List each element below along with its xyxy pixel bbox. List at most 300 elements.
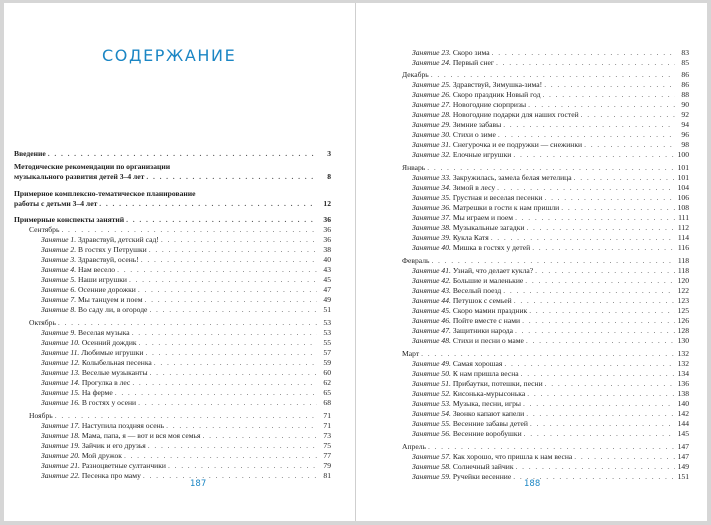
lesson-title: В гостях у осени: [81, 398, 137, 407]
lesson-label: Занятие 38.: [412, 223, 451, 232]
entry-title: [412, 462, 514, 471]
lesson-label: Занятие 3.: [41, 255, 77, 264]
entry-title: [41, 295, 143, 304]
dot-leader: [202, 431, 317, 440]
entry-page-number: 128: [677, 326, 689, 335]
entry-title: [41, 378, 130, 387]
toc-lesson: [412, 286, 689, 295]
lesson-label: Занятие 2.: [41, 245, 77, 254]
toc-lesson: [412, 399, 689, 408]
toc-lesson: [412, 110, 689, 119]
lesson-label: Занятие 18.: [41, 431, 80, 440]
toc-lesson: [41, 328, 331, 337]
dot-leader: [168, 461, 317, 470]
dot-leader: [146, 172, 317, 181]
lesson-title: Скоро праздник Новый год: [452, 90, 541, 99]
lesson-label: Занятие 37.: [412, 213, 451, 222]
entry-title: Январь: [402, 163, 426, 172]
entry-title: Апрель: [402, 442, 426, 451]
entry-title: [412, 90, 540, 99]
entry-page-number: 49: [323, 295, 331, 304]
dot-leader: [503, 120, 675, 129]
entry-title: [412, 419, 528, 428]
lesson-title: Стихи о зиме: [452, 130, 496, 139]
entry-page-number: 86: [681, 80, 689, 89]
entry-title: Введение: [14, 149, 46, 158]
lesson-title: Солнечный зайчик: [452, 462, 514, 471]
toc-lesson: [412, 336, 689, 345]
dot-leader: [529, 306, 675, 315]
dot-leader: [498, 130, 675, 139]
lesson-label: Занятие 28.: [412, 110, 451, 119]
lesson-label: Занятие 53.: [412, 399, 451, 408]
lesson-label: Занятие 33.: [412, 173, 451, 182]
entry-title: Март: [402, 349, 420, 358]
lesson-title: Разноцветные султанчики: [81, 461, 166, 470]
toc-month: [29, 411, 331, 420]
lesson-label: Занятие 41.: [412, 266, 451, 275]
entry-title: [412, 379, 543, 388]
entry-page-number: 75: [323, 441, 331, 450]
lesson-label: Занятие 52.: [412, 389, 451, 398]
lesson-title: Любимые игрушки: [81, 348, 144, 357]
toc-lesson: [412, 316, 689, 325]
lesson-label: Занятие 10.: [41, 338, 80, 347]
dot-leader: [143, 471, 317, 480]
dot-leader: [58, 318, 317, 327]
page-number-right: 188: [524, 479, 541, 489]
lesson-title: Мой дружок: [81, 451, 122, 460]
lesson-label: Занятие 14.: [41, 378, 80, 387]
entry-page-number: 47: [323, 285, 331, 294]
lesson-label: Занятие 59.: [412, 472, 451, 481]
dot-leader: [149, 245, 317, 254]
entry-title-line1: Примерное комплексно-тематическое планирование: [14, 189, 196, 198]
entry-title: [41, 388, 113, 397]
toc-lesson: [412, 100, 689, 109]
entry-title: [41, 421, 164, 430]
lesson-label: Занятие 6.: [41, 285, 77, 294]
lesson-title: Зимой в лесу: [452, 183, 496, 192]
toc-entry-multiline: [14, 189, 196, 199]
toc-lesson: [412, 140, 689, 149]
entry-page-number: 83: [681, 48, 689, 57]
entry-title-line1: Методические рекомендации по организации: [14, 162, 171, 171]
toc-lesson: [412, 80, 689, 89]
toc-lesson: [412, 58, 689, 67]
entry-page-number: 90: [681, 100, 689, 109]
lesson-title: Мишка в гостях у детей: [452, 243, 531, 252]
toc-lesson: [41, 451, 331, 460]
lesson-label: Занятие 43.: [412, 286, 451, 295]
entry-title: [412, 150, 511, 159]
entry-title: [41, 285, 136, 294]
dot-leader: [428, 442, 675, 451]
toc-lesson: [41, 461, 331, 470]
dot-leader: [431, 70, 675, 79]
entry-page-number: 144: [677, 419, 689, 428]
toc-lesson: [41, 245, 331, 254]
lesson-title: Зимние забавы: [452, 120, 502, 129]
dot-leader: [141, 255, 317, 264]
dot-leader: [421, 349, 675, 358]
entry-page-number: 108: [677, 203, 689, 212]
toc-lesson: [41, 388, 331, 397]
dot-leader: [532, 243, 675, 252]
lesson-title: Здравствуй, детский сад!: [78, 235, 159, 244]
entry-page-number: 142: [677, 409, 689, 418]
toc-lesson: [41, 358, 331, 367]
lesson-title: Защитники народа: [452, 326, 514, 335]
dot-leader: [48, 149, 317, 158]
toc-lesson: [41, 398, 331, 407]
entry-page-number: 92: [681, 110, 689, 119]
lesson-title: Нам весело: [78, 265, 116, 274]
entry-page-number: 98: [681, 140, 689, 149]
dot-leader: [530, 419, 675, 428]
lesson-title: Снегурочка и ее подружки — снежинки: [452, 140, 583, 149]
toc-lesson: [412, 369, 689, 378]
entry-title: [412, 130, 496, 139]
toc-lesson: [41, 305, 331, 314]
entry-title: [412, 58, 494, 67]
toc-lesson: [412, 276, 689, 285]
entry-title: [412, 409, 524, 418]
dot-leader: [145, 348, 317, 357]
lesson-title: Зайчик и его друзья: [81, 441, 146, 450]
entry-title: [41, 305, 147, 314]
entry-page-number: 53: [323, 318, 331, 327]
lesson-title: Музыка, песни, игры: [452, 399, 522, 408]
lesson-label: Занятие 15.: [41, 388, 80, 397]
dot-leader: [139, 338, 317, 347]
entry-title: [41, 451, 122, 460]
dot-leader: [561, 203, 675, 212]
page-left: [4, 3, 355, 521]
dot-leader: [99, 199, 317, 208]
entry-page-number: 8: [327, 171, 331, 181]
entry-page-number: 118: [677, 266, 689, 275]
entry-title: [41, 398, 136, 407]
toc-lesson: [41, 235, 331, 244]
entry-page-number: 45: [323, 275, 331, 284]
lesson-label: Занятие 51.: [412, 379, 451, 388]
toc-lesson: [412, 193, 689, 202]
lesson-label: Занятие 4.: [41, 265, 77, 274]
toc-month: [402, 349, 689, 358]
toc-lesson: [41, 378, 331, 387]
entry-page-number: 51: [323, 305, 331, 314]
lesson-label: Занятие 32.: [412, 150, 451, 159]
toc-entry-line2: [14, 199, 331, 208]
lesson-label: Занятие 36.: [412, 203, 451, 212]
toc-lesson: [412, 429, 689, 438]
dot-leader: [545, 379, 675, 388]
lesson-label: Занятие 23.: [412, 48, 451, 57]
entry-page-number: 88: [681, 90, 689, 99]
lesson-title: Мы играем и поем: [452, 213, 514, 222]
lesson-title: В гостях у Петрушки: [78, 245, 147, 254]
lesson-title: Новогодние подарки для наших гостей: [452, 110, 579, 119]
entry-title: музыкального развития детей 3–4 лет: [14, 171, 145, 181]
lesson-title: Большие и маленькие: [452, 276, 524, 285]
entry-title: [41, 348, 143, 357]
lesson-label: Занятие 44.: [412, 296, 451, 305]
lesson-title: Стихи и песни о маме: [452, 336, 524, 345]
entry-page-number: 122: [677, 286, 689, 295]
entry-page-number: 71: [323, 411, 331, 420]
page-title: СОДЕРЖАНИЕ: [102, 46, 237, 65]
dot-leader: [427, 163, 675, 172]
lesson-title: Прогулка в лес: [81, 378, 131, 387]
lesson-title: Узнай, что делает кукла?: [452, 266, 534, 275]
toc-lesson: [412, 223, 689, 232]
entry-title: [412, 276, 523, 285]
entry-page-number: 77: [323, 451, 331, 460]
dot-leader: [516, 462, 675, 471]
entry-page-number: 116: [677, 243, 689, 252]
toc-lesson: [412, 173, 689, 182]
entry-page-number: 145: [677, 429, 689, 438]
lesson-label: Занятие 34.: [412, 183, 451, 192]
entry-title: [41, 358, 152, 367]
dot-leader: [497, 183, 675, 192]
dot-leader: [145, 295, 317, 304]
lesson-label: Занятие 54.: [412, 409, 451, 418]
entry-page-number: 73: [323, 431, 331, 440]
lesson-title: Новогодние сюрпризы: [452, 100, 527, 109]
dot-leader: [513, 150, 675, 159]
entry-page-number: 101: [677, 173, 689, 182]
toc-lesson: [41, 285, 331, 294]
entry-page-number: 36: [323, 215, 331, 224]
lesson-title: Грустная и веселая песенки: [452, 193, 543, 202]
lesson-label: Занятие 46.: [412, 316, 451, 325]
entry-title: [412, 80, 542, 89]
entry-page-number: 149: [677, 462, 689, 471]
dot-leader: [525, 276, 675, 285]
entry-page-number: 65: [323, 388, 331, 397]
toc-lesson: [41, 471, 331, 480]
lesson-title: Прибаутки, потешки, песни: [452, 379, 543, 388]
entry-title: [41, 471, 141, 480]
entry-title: [412, 429, 522, 438]
toc-lesson: [412, 183, 689, 192]
lesson-title: Елочные игрушки: [452, 150, 512, 159]
lesson-label: Занятие 9.: [41, 328, 77, 337]
entry-page-number: 79: [323, 461, 331, 470]
lesson-label: Занятие 20.: [41, 451, 80, 460]
entry-title: [41, 461, 166, 470]
entry-title: [412, 286, 501, 295]
toc-entry-multiline: [14, 162, 170, 172]
entry-title: [412, 183, 495, 192]
toc-lesson: [412, 90, 689, 99]
entry-page-number: 96: [681, 130, 689, 139]
lesson-label: Занятие 17.: [41, 421, 80, 430]
lesson-title: Первый снег: [452, 58, 495, 67]
entry-page-number: 53: [323, 328, 331, 337]
lesson-title: Мама, папа, я — вот и вся моя семья: [81, 431, 201, 440]
entry-page-number: 55: [323, 338, 331, 347]
toc-lesson: [412, 203, 689, 212]
entry-title: [41, 255, 139, 264]
entry-page-number: 38: [323, 245, 331, 254]
lesson-label: Занятие 25.: [412, 80, 451, 89]
toc-lesson: [41, 338, 331, 347]
lesson-label: Занятие 30.: [412, 130, 451, 139]
entry-page-number: 71: [323, 421, 331, 430]
dot-leader: [148, 441, 317, 450]
entry-page-number: 132: [677, 349, 689, 358]
dot-leader: [161, 235, 317, 244]
entry-page-number: 62: [323, 378, 331, 387]
toc-lesson: [412, 472, 689, 481]
toc-month: [402, 442, 689, 451]
dot-leader: [527, 389, 675, 398]
lesson-title: На ферме: [81, 388, 113, 397]
toc-lesson: [41, 275, 331, 284]
toc-lesson: [41, 255, 331, 264]
lesson-label: Занятие 22.: [41, 471, 80, 480]
dot-leader: [126, 215, 317, 224]
entry-page-number: 125: [677, 306, 689, 315]
lesson-title: Музыкальные загадки: [452, 223, 525, 232]
entry-page-number: 114: [677, 233, 689, 242]
dot-leader: [526, 336, 675, 345]
page-number-left: 187: [190, 479, 207, 489]
lesson-title: Весенние забавы детей: [452, 419, 528, 428]
lesson-title: Здравствуй, осень!: [78, 255, 139, 264]
lesson-label: Занятие 24.: [412, 58, 451, 67]
dot-leader: [132, 378, 317, 387]
dot-leader: [544, 193, 675, 202]
lesson-label: Занятие 31.: [412, 140, 451, 149]
lesson-title: Здравствуй, Зимушка-зима!: [452, 80, 543, 89]
lesson-title: Мы танцуем и поем: [78, 295, 143, 304]
lesson-label: Занятие 16.: [41, 398, 80, 407]
dot-leader: [166, 421, 317, 430]
entry-title: [412, 193, 542, 202]
entry-page-number: 112: [677, 223, 689, 232]
entry-title: [412, 336, 524, 345]
dot-leader: [504, 359, 675, 368]
entry-title: [412, 472, 511, 481]
dot-leader: [581, 110, 675, 119]
dot-leader: [132, 328, 317, 337]
lesson-title: Звонко капают капели: [452, 409, 525, 418]
entry-page-number: 59: [323, 358, 331, 367]
entry-title: [412, 359, 502, 368]
entry-title: [412, 369, 519, 378]
entry-title: [412, 296, 512, 305]
entry-title: работы с детьми 3–4 лет: [14, 198, 98, 208]
lesson-label: Занятие 42.: [412, 276, 451, 285]
entry-title: [412, 223, 524, 232]
toc-lesson: [412, 419, 689, 428]
dot-leader: [154, 358, 317, 367]
dot-leader: [526, 223, 675, 232]
toc-lesson: [41, 421, 331, 430]
lesson-label: Занятие 26.: [412, 90, 451, 99]
lesson-title: Наступила поздняя осень: [81, 421, 165, 430]
lesson-label: Занятие 11.: [41, 348, 80, 357]
toc-lesson: [412, 462, 689, 471]
toc-lesson: [41, 348, 331, 357]
dot-leader: [117, 265, 317, 274]
entry-page-number: 132: [677, 359, 689, 368]
lesson-title: Веселый поезд: [452, 286, 502, 295]
entry-title: [412, 48, 490, 57]
entry-title: [412, 173, 572, 182]
entry-page-number: 36: [323, 235, 331, 244]
entry-page-number: 57: [323, 348, 331, 357]
dot-leader: [584, 140, 675, 149]
toc-lesson: [41, 295, 331, 304]
toc-lesson: [412, 48, 689, 57]
lesson-label: Занятие 45.: [412, 306, 451, 315]
entry-page-number: 136: [677, 379, 689, 388]
toc-lesson: [412, 296, 689, 305]
entry-page-number: 106: [677, 193, 689, 202]
lesson-label: Занятие 56.: [412, 429, 451, 438]
lesson-label: Занятие 55.: [412, 419, 451, 428]
entry-page-number: 40: [323, 255, 331, 264]
lesson-title: Наши игрушки: [78, 275, 127, 284]
entry-page-number: 85: [681, 58, 689, 67]
entry-page-number: 118: [677, 256, 689, 265]
entry-page-number: 147: [677, 442, 689, 451]
lesson-title: Песенка про маму: [81, 471, 141, 480]
toc-month: [402, 163, 689, 172]
entry-page-number: 60: [323, 368, 331, 377]
entry-title: [412, 389, 525, 398]
lesson-title: Колыбельная песенка: [81, 358, 152, 367]
entry-title: [412, 203, 559, 212]
entry-page-number: 86: [681, 70, 689, 79]
toc-entry-introduction: [14, 149, 331, 158]
entry-title: [41, 368, 148, 377]
toc-lesson: [412, 150, 689, 159]
dot-leader: [129, 275, 317, 284]
dot-leader: [515, 213, 675, 222]
lesson-label: Занятие 21.: [41, 461, 80, 470]
lesson-label: Занятие 1.: [41, 235, 77, 244]
entry-page-number: 134: [677, 369, 689, 378]
lesson-title: Во саду ли, в огороде: [78, 305, 148, 314]
lesson-title: Кукла Катя: [452, 233, 489, 242]
dot-leader: [124, 451, 317, 460]
dot-leader: [524, 429, 675, 438]
lesson-title: Кисонька-мурысонька: [452, 389, 526, 398]
entry-title: [412, 213, 513, 222]
lesson-label: Занятие 12.: [41, 358, 80, 367]
entry-title: [412, 233, 489, 242]
lesson-title: Матрешки в гости к нам пришли: [452, 203, 560, 212]
toc-lesson: [41, 265, 331, 274]
dot-leader: [150, 368, 317, 377]
dot-leader: [528, 100, 675, 109]
entry-page-number: 3: [327, 149, 331, 158]
lesson-title: Закружилась, замела белая метелица: [452, 173, 572, 182]
toc-lesson: [412, 243, 689, 252]
lesson-title: Осенние дорожки: [78, 285, 136, 294]
entry-page-number: 123: [677, 296, 689, 305]
entry-page-number: 126: [677, 316, 689, 325]
entry-title: [41, 245, 147, 254]
lesson-title: Веселые музыканты: [81, 368, 148, 377]
lesson-label: Занятие 49.: [412, 359, 451, 368]
